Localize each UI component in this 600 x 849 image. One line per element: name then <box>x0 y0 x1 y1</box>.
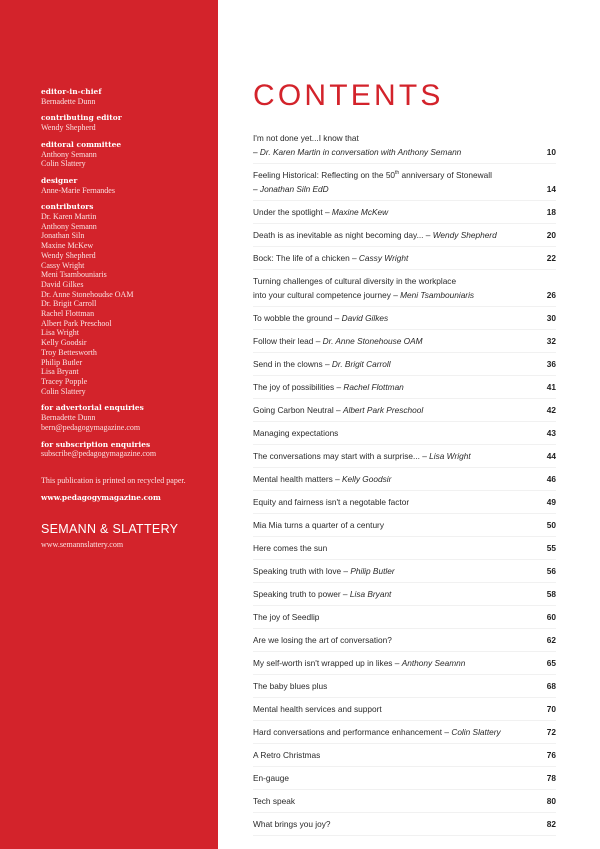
entry-title: Equity and fairness isn't a negotable factor <box>253 497 410 507</box>
toc-entry[interactable] <box>253 721 556 744</box>
page-number: 68 <box>546 681 556 691</box>
publisher-logo: SEMANN & SLATTERY <box>41 521 179 536</box>
toc-text <box>253 725 540 739</box>
contributor-name: Lisa Bryant <box>41 367 79 377</box>
entry-title: A Retro Christmas <box>253 750 321 760</box>
contributor-name: Tracey Popple <box>41 376 88 386</box>
entry-author: David Gilkes <box>341 313 389 323</box>
magazine-website-link[interactable]: www.pedagogymagazine.com <box>41 492 161 502</box>
toc-text <box>253 472 540 486</box>
toc-entry[interactable] <box>253 790 556 813</box>
entry-title: Mia Mia turns a quarter of a century <box>253 520 384 530</box>
toc-entry[interactable] <box>253 675 556 698</box>
entry-title: I'm not done yet...I know that <box>253 133 359 143</box>
toc-text <box>253 251 540 265</box>
toc-text <box>253 274 540 302</box>
toc-text <box>253 228 540 242</box>
page-number: 58 <box>546 589 556 599</box>
toc-text <box>253 426 540 440</box>
contributor-name: Colin Slattery <box>41 386 86 396</box>
entry-title: Mental health services and support <box>253 704 382 714</box>
credit-advertorial-enquiries <box>41 403 211 432</box>
entry-author: Lisa Bryant <box>349 589 392 599</box>
toc-entry[interactable] <box>253 744 556 767</box>
entry-title: What brings you joy? <box>253 819 331 829</box>
credit-value: Anthony Semann <box>41 149 97 159</box>
ordinal-superscript: th <box>395 170 400 177</box>
entry-title: En-gauge <box>253 773 289 783</box>
entry-title: Under the spotlight – <box>253 207 332 217</box>
toc-text <box>253 205 540 219</box>
toc-entry[interactable] <box>253 468 556 491</box>
page-number: 72 <box>546 727 556 737</box>
page-number: 32 <box>546 336 556 346</box>
credit-editor-in-chief <box>41 87 211 106</box>
credit-subscription-enquiries <box>41 440 211 459</box>
credit-value: Bernadette Dunn <box>41 413 96 423</box>
toc-text <box>253 702 540 716</box>
contributor-name: Dr. Anne Stonehoudse OAM <box>41 289 134 299</box>
toc-entry[interactable] <box>253 201 556 224</box>
page-number: 14 <box>546 184 556 194</box>
entry-title <box>253 168 532 182</box>
toc-entry[interactable] <box>253 606 556 629</box>
toc-text <box>253 357 540 371</box>
credit-editorial-committee <box>41 140 211 169</box>
contributor-name: Jonathan Siln <box>41 231 85 241</box>
contributor-name: Dr. Karen Martin <box>41 212 97 222</box>
credit-contributors <box>41 202 211 396</box>
entry-author: Wendy Shepherd <box>432 230 497 240</box>
entry-author: Colin Slattery <box>451 727 501 737</box>
toc-text <box>253 771 540 785</box>
page-number: 46 <box>546 474 556 484</box>
masthead-sidebar <box>0 0 218 849</box>
credit-label: editoral committee <box>41 139 122 149</box>
page-number: 82 <box>546 819 556 829</box>
credit-contributing-editor <box>41 113 211 132</box>
toc-entry[interactable] <box>253 813 556 836</box>
entry-title-part: Feeling Historical: Reflecting on the 50 <box>253 170 396 180</box>
toc-text <box>253 495 540 509</box>
entry-author: Maxine McKew <box>331 207 389 217</box>
toc-entry[interactable] <box>253 399 556 422</box>
credit-label: designer <box>41 175 78 185</box>
page-number: 43 <box>546 428 556 438</box>
toc-entry[interactable] <box>253 698 556 721</box>
entry-title: To wobble the ground – <box>253 313 342 323</box>
recycled-paper-note: This publication is printed on recycled paper. <box>41 475 186 485</box>
publisher-website-link[interactable]: www.semannslattery.com <box>41 539 124 549</box>
toc-text <box>253 518 540 532</box>
page-number: 65 <box>546 658 556 668</box>
contributor-name: Albert Park Preschool <box>41 318 112 328</box>
toc-text <box>253 334 540 348</box>
page-number: 22 <box>546 253 556 263</box>
credit-value: Wendy Shepherd <box>41 123 96 133</box>
toc-entry[interactable] <box>253 247 556 270</box>
toc-entry[interactable] <box>253 560 556 583</box>
contributor-name: Rachel Flottman <box>41 309 95 319</box>
toc-entry[interactable] <box>253 583 556 606</box>
page-number: 49 <box>546 497 556 507</box>
toc-entry[interactable] <box>253 376 556 399</box>
credit-label: contributing editor <box>41 113 122 123</box>
toc-text <box>253 168 540 196</box>
entry-author: Lisa Wright <box>429 451 471 461</box>
toc-entry[interactable] <box>253 224 556 247</box>
toc-text <box>253 587 540 601</box>
toc-entry[interactable] <box>253 767 556 790</box>
entry-title: Bock: The life of a chicken – <box>253 253 359 263</box>
page-title: CONTENTS <box>253 79 444 112</box>
page-number: 55 <box>546 543 556 553</box>
entry-title: Here comes the sun <box>253 543 328 553</box>
page-number: 50 <box>546 520 556 530</box>
credit-designer <box>41 176 211 195</box>
entry-title: Send in the clowns – <box>253 359 332 369</box>
toc-entry[interactable] <box>253 422 556 445</box>
toc-text <box>253 380 540 394</box>
entry-title: Hard conversations and performance enhancement – <box>253 727 452 737</box>
page-number: 70 <box>546 704 556 714</box>
toc-text <box>253 449 540 463</box>
contributor-name: Lisa Wright <box>41 328 79 338</box>
toc-entry[interactable] <box>253 270 556 307</box>
entry-title: My self-worth isn't wrapped up in likes – <box>253 658 402 668</box>
entry-title: The joy of possibilities – <box>253 382 344 392</box>
toc-entry[interactable] <box>253 537 556 560</box>
page-number: 44 <box>546 451 556 461</box>
entry-title: The baby blues plus <box>253 681 328 691</box>
entry-title: Tech speak <box>253 796 295 806</box>
toc-text <box>253 403 540 417</box>
credit-label: editor-in-chief <box>41 87 102 96</box>
toc-text <box>253 610 540 624</box>
subscription-email-link[interactable]: subscribe@pedagogymagazine.com <box>41 449 157 459</box>
entry-title: Follow their lead – <box>253 336 323 346</box>
toc-entry[interactable] <box>253 629 556 652</box>
toc-entry[interactable] <box>253 127 556 164</box>
toc-entry[interactable] <box>253 164 556 201</box>
contributor-name: Philip Butler <box>41 357 83 367</box>
entry-title: Speaking truth to power – <box>253 589 350 599</box>
masthead-credits <box>41 87 211 550</box>
page-number: 56 <box>546 566 556 576</box>
page-number: 30 <box>546 313 556 323</box>
toc-text <box>253 748 540 762</box>
entry-author: Rachel Flottman <box>343 382 404 392</box>
entry-author: Anthony Seamnn <box>401 658 466 668</box>
credit-value: Colin Slattery <box>41 159 86 169</box>
toc-entry[interactable] <box>253 652 556 675</box>
credit-value: Bernadette Dunn <box>41 96 96 106</box>
page-number: 18 <box>546 207 556 217</box>
entry-author: Cassy Wright <box>358 253 409 263</box>
contributor-name: David Gilkes <box>41 279 84 289</box>
toc-text <box>253 679 540 693</box>
entry-title: Managing expectations <box>253 428 339 438</box>
credit-label: for subscription enquiries <box>41 439 151 449</box>
toc-entry[interactable] <box>253 491 556 514</box>
toc-entry[interactable] <box>253 307 556 330</box>
entry-title: Speaking truth with love – <box>253 566 351 576</box>
entry-author: Kelly Goodsir <box>342 474 392 484</box>
contributor-name: Dr. Brigit Carroll <box>41 299 97 309</box>
entry-author: Dr. Brigit Carroll <box>331 359 391 369</box>
advertorial-email-link[interactable]: bern@pedagogymagazine.com <box>41 422 141 432</box>
contributor-name: Anthony Semann <box>41 221 97 231</box>
entry-title: Going Carbon Neutral – <box>253 405 343 415</box>
toc-entry[interactable] <box>253 514 556 537</box>
contributor-name: Maxine McKew <box>41 241 94 251</box>
toc-text <box>253 131 540 159</box>
credit-label: for advertorial enquiries <box>41 403 144 413</box>
entry-author: Dr. Anne Stonehouse OAM <box>322 336 423 346</box>
toc-text <box>253 817 540 831</box>
entry-author: – Jonathan Siln EdD <box>253 184 329 194</box>
toc-text <box>253 633 540 647</box>
page-number: 76 <box>546 750 556 760</box>
entry-title: Mental health matters – <box>253 474 343 484</box>
page-number: 60 <box>546 612 556 622</box>
page-number: 41 <box>546 382 556 392</box>
entry-author: Philip Butler <box>350 566 395 576</box>
contributor-name: Kelly Goodsir <box>41 338 87 348</box>
toc-text <box>253 564 540 578</box>
page-number: 62 <box>546 635 556 645</box>
toc-entry[interactable] <box>253 445 556 468</box>
contributor-name: Troy Bettesworth <box>41 347 97 357</box>
toc-entry[interactable] <box>253 330 556 353</box>
credit-label: contributors <box>41 202 94 212</box>
page-number: 80 <box>546 796 556 806</box>
entry-author: Albert Park Preschool <box>342 405 424 415</box>
entry-title: The joy of Seedlip <box>253 612 320 622</box>
entry-title: Turning challenges of cultural diversity in the workplace <box>253 276 457 286</box>
entry-author: Meni Tsambouniaris <box>400 290 475 300</box>
page-number: 36 <box>546 359 556 369</box>
contributor-name: Cassy Wright <box>41 260 85 270</box>
contributor-name: Wendy Shepherd <box>41 250 96 260</box>
page-number: 10 <box>546 147 556 157</box>
entry-title: The conversations may start with a surprise... – <box>253 451 430 461</box>
entry-title-continued: into your cultural competence journey – <box>253 290 401 300</box>
toc-text <box>253 794 540 808</box>
table-of-contents <box>253 127 556 836</box>
page-number: 26 <box>546 290 556 300</box>
entry-author: – Dr. Karen Martin in conversation with Anthony Semann <box>253 147 462 157</box>
entry-title: Are we losing the art of conversation? <box>253 635 392 645</box>
toc-text <box>253 541 540 555</box>
toc-text <box>253 656 540 670</box>
entry-title-part: anniversary of Stonewall <box>399 170 492 180</box>
toc-entry[interactable] <box>253 353 556 376</box>
credit-value: Anne-Marie Fernandes <box>41 185 115 195</box>
page-number: 42 <box>546 405 556 415</box>
page-number: 20 <box>546 230 556 240</box>
contributor-name: Meni Tsambouniaris <box>41 270 107 280</box>
toc-text <box>253 311 540 325</box>
entry-title: Death is as inevitable as night becoming day... – <box>253 230 433 240</box>
page-number: 78 <box>546 773 556 783</box>
